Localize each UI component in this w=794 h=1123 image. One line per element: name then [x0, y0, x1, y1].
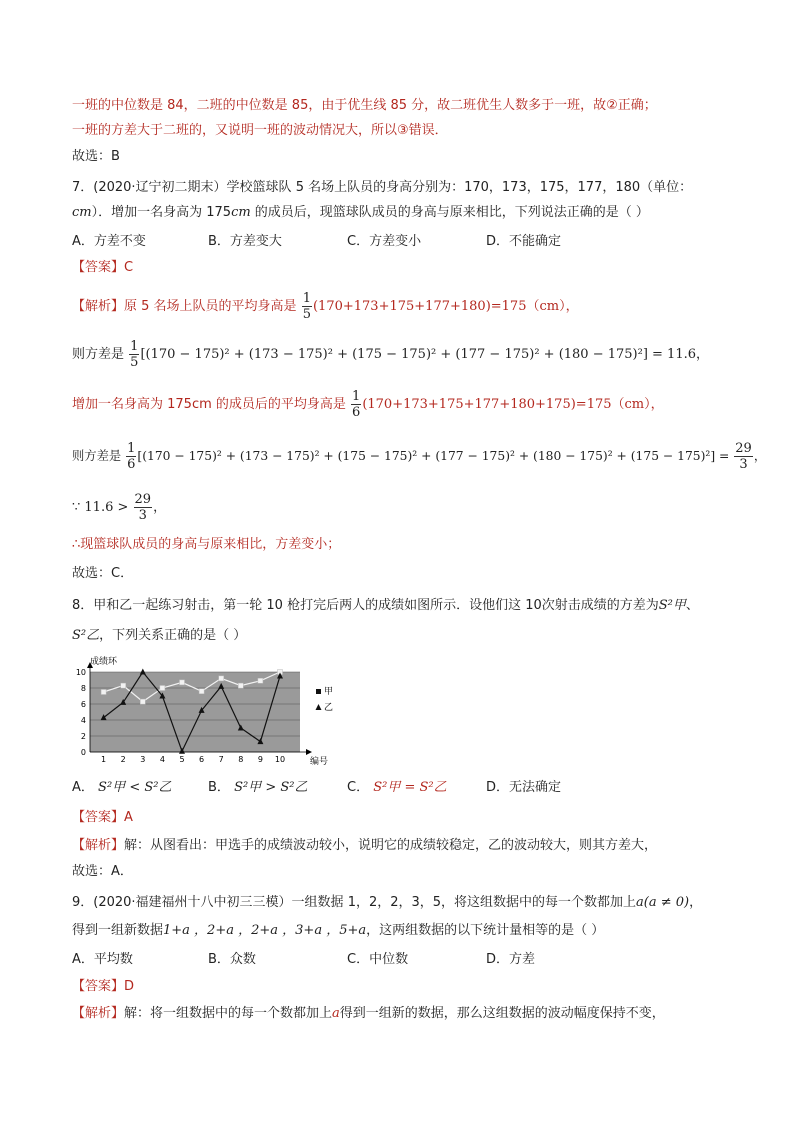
x-tick-label: 9 [257, 755, 263, 764]
y-tick-label: 2 [80, 732, 86, 741]
comma: ， [689, 895, 703, 910]
q8-end: 故选：A． [72, 864, 133, 879]
text: 解：从图看出：甲选手的成绩波动较小，说明它的成绩较稳定，乙的波动较大，则其方差大， [124, 838, 658, 853]
question-9-stem-2 [72, 921, 604, 941]
legend-marker-yi [316, 704, 322, 710]
text: 得到一组新的数据，那么这组数据的波动幅度保持不变， [339, 1006, 665, 1021]
y-tick-label: 8 [80, 684, 86, 693]
option-b: B． S²甲 > S²乙 [208, 780, 308, 795]
text: 9．(2020·福建福州十八中初三三模）一组数据 1，2，2，3，5，将这组数据中的每一个数都加上 [72, 895, 637, 910]
answer-tag: 【答案】 [72, 810, 125, 825]
x-tick-label: 2 [120, 755, 126, 764]
data-point-jia [180, 680, 185, 685]
question-8-stem [72, 596, 699, 616]
x-axis-arrow [306, 749, 312, 755]
q7-explanation-6: ∴现篮球队成员的身高与原来相比，方差变小； [72, 537, 341, 552]
data-point-jia [140, 699, 145, 704]
x-tick-label: 4 [159, 755, 165, 764]
data-point-jia [199, 689, 204, 694]
option-a: A．方差不变 [72, 234, 146, 249]
option-b: B．方差变大 [208, 234, 282, 249]
q7-explanation-1 [72, 291, 579, 322]
x-axis-label: 编号 [310, 757, 329, 767]
a-variable: a [332, 1006, 340, 1021]
question-7-stem: 7．(2020·辽宁初二期末）学校篮球队 5 名场上队员的身高分别为：170，173，175，177，180（单位： [72, 180, 693, 195]
fraction-29-3: $\frac{29}{3}$ [735, 441, 752, 472]
x-tick-label: 10 [274, 755, 286, 764]
question-7-options [72, 232, 561, 252]
score-line-chart [72, 654, 332, 766]
text: 得到一组新数据 [72, 923, 164, 938]
option-d: D．方差 [486, 952, 536, 967]
text: 8．甲和乙一起练习射击，第一轮 10 枪打完后两人的成绩如图所示．设他们这 10次射击成绩的方差为 [72, 598, 659, 613]
fraction-1-5: $\frac{1}{5}$ [302, 291, 311, 322]
text-line: 一班的方差大于二班的，又说明一班的波动情况大，所以③错误． [72, 123, 448, 138]
text-line: 故选：B [72, 149, 120, 164]
comma: ， [153, 500, 167, 515]
text: 的成员后，现篮球队成员的身高与原来相比，下列说法正确的是（ ） [250, 205, 649, 220]
answer-value: A [124, 810, 133, 825]
variance-jia: S²甲 [658, 598, 686, 613]
unit: cm [231, 205, 251, 220]
y-tick-label: 0 [80, 748, 86, 757]
comma: ， [753, 449, 767, 463]
data-point-yi [140, 669, 146, 675]
data-point-jia [219, 676, 224, 681]
q7-explanation-5 [72, 492, 166, 523]
x-tick-label: 1 [101, 755, 107, 764]
q7-explanation-3 [72, 389, 664, 420]
x-tick-label: 8 [238, 755, 244, 764]
legend-label: 乙 [324, 703, 334, 713]
answer-value: D [124, 979, 135, 994]
q9-explanation [72, 1004, 665, 1024]
text: 则方差是 [72, 449, 122, 463]
question-7-answer [72, 258, 133, 278]
option-a: A． S²甲 < S²乙 [72, 780, 172, 795]
option-c: C． S²甲 = S²乙 [347, 780, 447, 795]
y-axis-label: 成绩环 [90, 657, 118, 667]
answer-tag: 【答案】 [72, 260, 125, 275]
y-tick-label: 10 [75, 668, 86, 677]
question-9-stem [72, 893, 702, 913]
y-tick-label: 6 [80, 700, 86, 709]
option-d: D．不能确定 [486, 234, 562, 249]
a-condition: a(a ≠ 0) [636, 895, 690, 910]
explain-tag: 【解析】 [72, 1006, 125, 1021]
explain-tag: 【解析】 [72, 299, 125, 314]
text: 增加一名身高为 175cm 的成员后的平均身高是 [72, 397, 346, 412]
option-a: A．平均数 [72, 952, 133, 967]
formula: ∵ 11.6 > [72, 500, 129, 515]
answer-value: C [124, 260, 134, 275]
option-c: C．方差变小 [347, 234, 422, 249]
x-tick-label: 3 [140, 755, 146, 764]
legend-marker-jia [316, 689, 321, 694]
variance-yi: S²乙 [72, 628, 100, 643]
q7-explanation-7: 故选：C． [72, 566, 134, 581]
data-point-jia [160, 686, 165, 691]
x-tick-label: 6 [199, 755, 205, 764]
text-line: 一班的中位数是 84，二班的中位数是 85，由于优生线 85 分，故二班优生人数多于一班，故②正确； [72, 98, 657, 113]
x-tick-label: 5 [179, 755, 185, 764]
q8-explanation [72, 836, 657, 856]
fraction-29-3: $\frac{29}{3}$ [134, 492, 152, 523]
formula: [(170 − 175)² + (173 − 175)² + (175 − 175)² + (177 − 175)² + (180 − 175)² + (175 − 175)²] = [137, 449, 730, 463]
text: ）．增加一名身高为 175 [91, 205, 232, 220]
q7-explanation-4 [72, 441, 766, 472]
option-d: D．无法确定 [486, 780, 562, 795]
x-tick-label: 7 [218, 755, 224, 764]
question-8-stem-2 [72, 626, 246, 646]
option-c: C．中位数 [347, 952, 409, 967]
question-9-options [72, 950, 535, 970]
formula: [(170 − 175)² + (173 − 175)² + (175 − 175)² + (177 − 175)² + (180 − 175)²] = 11.6， [140, 347, 710, 362]
question-8-answer [72, 808, 133, 828]
separator: 、 [685, 598, 699, 613]
option-b: B．众数 [208, 952, 256, 967]
text: ，下列关系正确的是（ ） [99, 628, 247, 643]
question-7-stem-2 [72, 203, 649, 223]
answer-tag: 【答案】 [72, 979, 125, 994]
fraction-1-6: $\frac{1}{6}$ [352, 389, 361, 420]
fraction-1-5: $\frac{1}{5}$ [130, 339, 139, 370]
question-8-options [72, 778, 561, 798]
data-point-jia [101, 690, 106, 695]
new-data: 1+a ，2+a ，2+a ，3+a ，5+a [163, 923, 367, 938]
y-tick-label: 4 [80, 716, 86, 725]
text: 原 5 名场上队员的平均身高是 [124, 299, 297, 314]
q7-explanation-2 [72, 339, 709, 370]
text: 则方差是 [72, 347, 125, 362]
question-9-answer [72, 977, 134, 997]
fraction-1-6: $\frac{1}{6}$ [127, 441, 136, 472]
unit: cm [72, 205, 92, 220]
legend-label: 甲 [324, 687, 334, 697]
text: (170+173+175+177+180+175)=175（cm）， [362, 397, 664, 412]
data-point-jia [258, 678, 263, 683]
data-point-jia [121, 683, 126, 688]
text: (170+173+175+177+180)=175（cm）， [312, 299, 579, 314]
text: ，这两组数据的以下统计量相等的是（ ） [366, 923, 605, 938]
explain-tag: 【解析】 [72, 838, 125, 853]
data-point-jia [238, 683, 243, 688]
text: 解：将一组数据中的每一个数都加上 [124, 1006, 333, 1021]
